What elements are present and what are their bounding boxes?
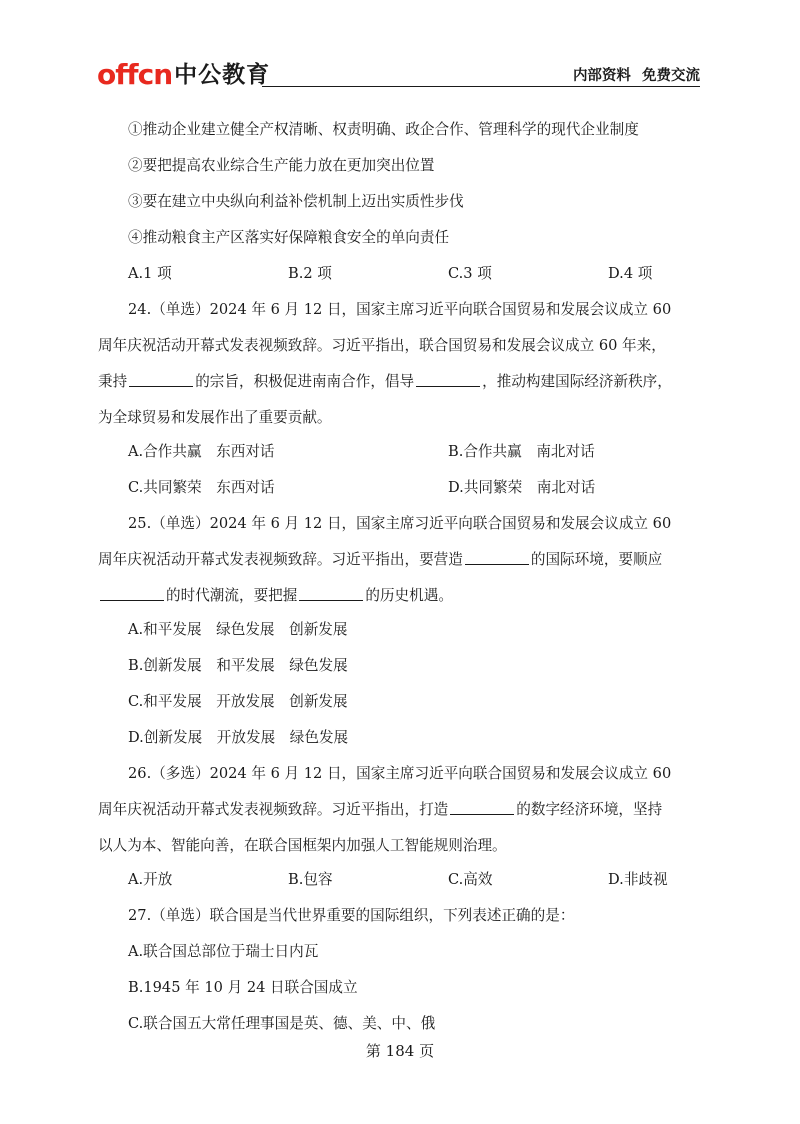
q25-option-c: C.和平发展 开放发展 创新发展 <box>128 693 348 710</box>
statement-1: ①推动企业建立健全产权清晰、权责明确、政企合作、管理科学的现代企业制度 <box>128 121 639 138</box>
page-number: 第 184 页 <box>365 1042 435 1060</box>
statement-4: ④推动粮食主产区落实好保障粮食安全的单向责任 <box>128 229 450 246</box>
logo-latin-text: offcn <box>97 58 173 91</box>
page-header <box>97 58 700 91</box>
q24-text-c: ，推动构建国际经济新秩序， <box>482 373 672 390</box>
q26-line-2 <box>98 800 662 820</box>
q23-option-b: B.2 项 <box>288 265 332 282</box>
offcn-logo <box>97 58 271 91</box>
q24-line-2: 周年庆祝活动开幕式发表视频致辞。习近平指出，联合国贸易和发展会议成立 60 年来， <box>98 337 666 354</box>
q27-option-a: A.联合国总部位于瑞士日内瓦 <box>128 943 319 960</box>
q24-text-b: 的宗旨，积极促进南南合作，倡导 <box>195 373 415 390</box>
q25-text-d: 的历史机遇。 <box>365 587 453 604</box>
logo-chinese-text: 中公教育 <box>174 62 271 88</box>
answer-blank <box>129 372 193 387</box>
q23-option-c: C.3 项 <box>448 265 492 282</box>
answer-blank <box>100 586 164 601</box>
answer-blank <box>299 586 363 601</box>
q25-line-1: 25.（单选）2024 年 6 月 12 日，国家主席习近平向联合国贸易和发展会议成立 60 <box>128 515 672 532</box>
header-label-free: 免费交流 <box>642 68 700 84</box>
q24-text-a: 秉持 <box>98 373 128 390</box>
q25-line-3 <box>98 586 453 606</box>
q25-option-b: B.创新发展 和平发展 绿色发展 <box>128 657 348 674</box>
q25-option-a: A.和平发展 绿色发展 创新发展 <box>128 621 348 638</box>
header-label <box>567 64 700 85</box>
q25-text-c: 的时代潮流，要把握 <box>166 587 298 604</box>
q23-option-d: D.4 项 <box>608 265 653 282</box>
q26-option-c: C.高效 <box>448 871 493 888</box>
q27-option-b: B.1945 年 10 月 24 日联合国成立 <box>128 979 358 996</box>
q26-line-1: 26.（多选）2024 年 6 月 12 日，国家主席习近平向联合国贸易和发展会议成立 60 <box>128 765 672 782</box>
q24-option-a: A.合作共赢 东西对话 <box>128 443 275 460</box>
q25-line-2 <box>98 550 662 570</box>
q23-option-a: A.1 项 <box>128 265 172 282</box>
statement-3: ③要在建立中央纵向利益补偿机制上迈出实质性步伐 <box>128 193 464 210</box>
q26-option-a: A.开放 <box>128 871 173 888</box>
q24-option-b: B.合作共赢 南北对话 <box>448 443 595 460</box>
answer-blank <box>465 550 529 565</box>
q25-option-d: D.创新发展 开放发展 绿色发展 <box>128 729 349 746</box>
q25-text-b: 的国际环境，要顺应 <box>530 551 663 568</box>
q26-text-a: 周年庆祝活动开幕式发表视频致辞。习近平指出，打造 <box>98 801 449 818</box>
header-rule <box>262 86 700 87</box>
q27-option-c: C.联合国五大常任理事国是英、德、美、中、俄 <box>128 1015 436 1032</box>
q26-option-d: D.非歧视 <box>608 871 668 888</box>
answer-blank <box>450 800 514 815</box>
q24-option-c: C.共同繁荣 东西对话 <box>128 479 275 496</box>
q26-text-b: 的数字经济环境，坚持 <box>516 801 663 818</box>
q24-line-4: 为全球贸易和发展作出了重要贡献。 <box>98 409 332 426</box>
q27-line-1: 27.（单选）联合国是当代世界重要的国际组织，下列表述正确的是： <box>128 907 575 924</box>
answer-blank <box>416 372 480 387</box>
q25-text-a: 周年庆祝活动开幕式发表视频致辞。习近平指出，要营造 <box>98 551 463 568</box>
q24-line-1: 24.（单选）2024 年 6 月 12 日，国家主席习近平向联合国贸易和发展会议成立 60 <box>128 301 672 318</box>
q26-line-3: 以人为本、智能向善，在联合国框架内加强人工智能规则治理。 <box>98 837 507 854</box>
q26-option-b: B.包容 <box>288 871 333 888</box>
header-label-internal: 内部资料 <box>572 68 631 84</box>
statement-2: ②要把提高农业综合生产能力放在更加突出位置 <box>128 157 435 174</box>
q24-line-3 <box>98 372 672 392</box>
q24-option-d: D.共同繁荣 南北对话 <box>448 479 596 496</box>
